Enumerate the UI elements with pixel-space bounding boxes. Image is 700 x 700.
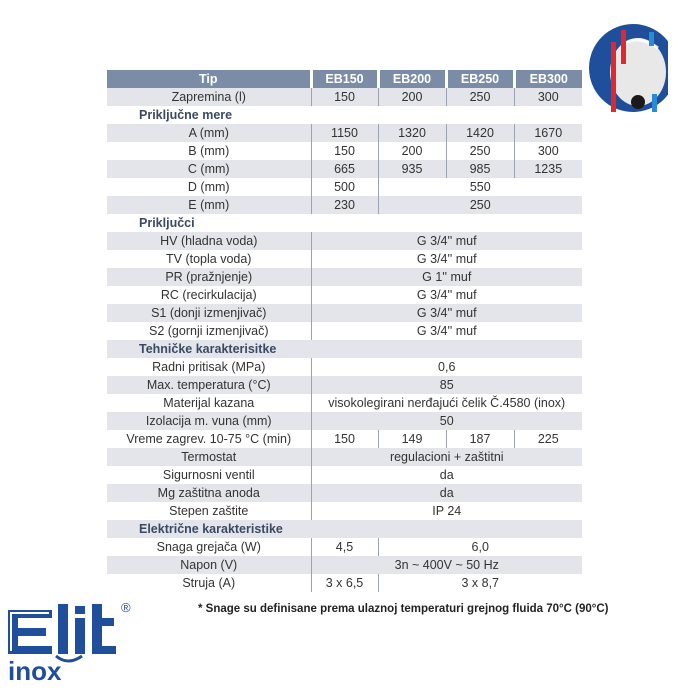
row-value: 85 bbox=[311, 376, 582, 394]
row-value: 550 bbox=[378, 178, 582, 196]
row-value: 250 bbox=[446, 88, 514, 106]
table-row bbox=[107, 124, 582, 142]
row-value: 187 bbox=[446, 430, 514, 448]
row-value: 4,5 bbox=[311, 538, 378, 556]
table-row bbox=[107, 160, 582, 178]
water-heater-tank-icon bbox=[588, 14, 668, 114]
table-row bbox=[107, 394, 582, 412]
table-row bbox=[107, 574, 582, 592]
table-header-row bbox=[107, 70, 582, 88]
table-row bbox=[107, 304, 582, 322]
header-cell-eb250: EB250 bbox=[446, 70, 514, 88]
row-label: RC (recirkulacija) bbox=[107, 286, 311, 304]
row-value: 500 bbox=[311, 178, 378, 196]
row-value: 6,0 bbox=[378, 538, 582, 556]
row-value: 0,6 bbox=[311, 358, 582, 376]
row-value: 935 bbox=[378, 160, 446, 178]
row-value: G 3/4'' muf bbox=[311, 322, 582, 340]
row-value: 985 bbox=[446, 160, 514, 178]
table-row bbox=[107, 268, 582, 286]
row-label: Sigurnosni ventil bbox=[107, 466, 311, 484]
header-cell-eb150: EB150 bbox=[311, 70, 378, 88]
section-heading: Električne karakteristike bbox=[107, 520, 582, 538]
table-row bbox=[107, 412, 582, 430]
row-value: visokolegirani nerđajući čelik Č.4580 (inox) bbox=[311, 394, 582, 412]
footnote: * Snage su definisane prema ulaznoj temperaturi grejnog fluida 70°C (90°C) bbox=[198, 603, 609, 615]
row-value: G 3/4'' muf bbox=[311, 304, 582, 322]
row-label: A (mm) bbox=[107, 124, 311, 142]
row-value: 1235 bbox=[514, 160, 582, 178]
section-heading: Priključne mere bbox=[107, 106, 582, 124]
table-row bbox=[107, 286, 582, 304]
row-value: 300 bbox=[514, 88, 582, 106]
row-value: 230 bbox=[311, 196, 378, 214]
section-row bbox=[107, 106, 582, 124]
row-label: C (mm) bbox=[107, 160, 311, 178]
row-label: B (mm) bbox=[107, 142, 311, 160]
row-label: Max. temperatura (°C) bbox=[107, 376, 311, 394]
row-label: Mg zaštitna anoda bbox=[107, 484, 311, 502]
header-cell-tip: Tip bbox=[107, 70, 311, 88]
row-value: 250 bbox=[446, 142, 514, 160]
row-label: Snaga grejača (W) bbox=[107, 538, 311, 556]
table-row bbox=[107, 484, 582, 502]
row-value: G 3/4'' muf bbox=[311, 232, 582, 250]
row-label: S1 (donji izmenjivač) bbox=[107, 304, 311, 322]
table-row bbox=[107, 250, 582, 268]
svg-text:inox: inox bbox=[8, 656, 62, 686]
row-value: 3 x 6,5 bbox=[311, 574, 378, 592]
table-row bbox=[107, 358, 582, 376]
row-value: 200 bbox=[378, 88, 446, 106]
row-value: 150 bbox=[311, 430, 378, 448]
table-row bbox=[107, 448, 582, 466]
row-label: HV (hladna voda) bbox=[107, 232, 311, 250]
row-value: 200 bbox=[378, 142, 446, 160]
row-label: D (mm) bbox=[107, 178, 311, 196]
row-value: 225 bbox=[514, 430, 582, 448]
row-label: Struja (A) bbox=[107, 574, 311, 592]
row-value: 149 bbox=[378, 430, 446, 448]
row-label: Termostat bbox=[107, 448, 311, 466]
row-value: 1670 bbox=[514, 124, 582, 142]
row-value: 3n ~ 400V ~ 50 Hz bbox=[311, 556, 582, 574]
table-row bbox=[107, 322, 582, 340]
table-row bbox=[107, 196, 582, 214]
row-value: G 3/4'' muf bbox=[311, 286, 582, 304]
svg-text:®: ® bbox=[121, 600, 131, 615]
table-row bbox=[107, 142, 582, 160]
table-row bbox=[107, 502, 582, 520]
row-value: 150 bbox=[311, 88, 378, 106]
row-label: Zapremina (l) bbox=[107, 88, 311, 106]
row-label: Vreme zagrev. 10-75 °C (min) bbox=[107, 430, 311, 448]
row-value: da bbox=[311, 466, 582, 484]
row-value: da bbox=[311, 484, 582, 502]
row-label: Stepen zaštite bbox=[107, 502, 311, 520]
row-value: 300 bbox=[514, 142, 582, 160]
row-value: G 3/4'' muf bbox=[311, 250, 582, 268]
row-value: IP 24 bbox=[311, 502, 582, 520]
row-value: 50 bbox=[311, 412, 582, 430]
row-value: 1420 bbox=[446, 124, 514, 142]
section-row bbox=[107, 520, 582, 538]
row-value: 3 x 8,7 bbox=[378, 574, 582, 592]
row-label: Izolacija m. vuna (mm) bbox=[107, 412, 311, 430]
elit-inox-logo bbox=[4, 596, 144, 688]
section-row bbox=[107, 340, 582, 358]
table-row bbox=[107, 556, 582, 574]
row-label: Materijal kazana bbox=[107, 394, 311, 412]
table-row bbox=[107, 538, 582, 556]
table-row bbox=[107, 430, 582, 448]
row-value: 150 bbox=[311, 142, 378, 160]
row-label: E (mm) bbox=[107, 196, 311, 214]
row-label: Napon (V) bbox=[107, 556, 311, 574]
row-label: PR (pražnjenje) bbox=[107, 268, 311, 286]
row-label: S2 (gornji izmenjivač) bbox=[107, 322, 311, 340]
section-heading: Priključci bbox=[107, 214, 582, 232]
table-row bbox=[107, 88, 582, 106]
section-row bbox=[107, 214, 582, 232]
table-row bbox=[107, 466, 582, 484]
table-row bbox=[107, 232, 582, 250]
row-label: Radni pritisak (MPa) bbox=[107, 358, 311, 376]
row-value: 250 bbox=[378, 196, 582, 214]
row-value: regulacioni + zaštitni bbox=[311, 448, 582, 466]
row-value: 1150 bbox=[311, 124, 378, 142]
table-row bbox=[107, 376, 582, 394]
header-cell-eb300: EB300 bbox=[514, 70, 582, 88]
header-cell-eb200: EB200 bbox=[378, 70, 446, 88]
section-heading: Tehničke karakterisitke bbox=[107, 340, 582, 358]
spec-table bbox=[107, 70, 582, 592]
table-row bbox=[107, 178, 582, 196]
row-value: G 1'' muf bbox=[311, 268, 582, 286]
row-value: 1320 bbox=[378, 124, 446, 142]
row-value: 665 bbox=[311, 160, 378, 178]
table-body bbox=[107, 88, 582, 592]
row-label: TV (topla voda) bbox=[107, 250, 311, 268]
